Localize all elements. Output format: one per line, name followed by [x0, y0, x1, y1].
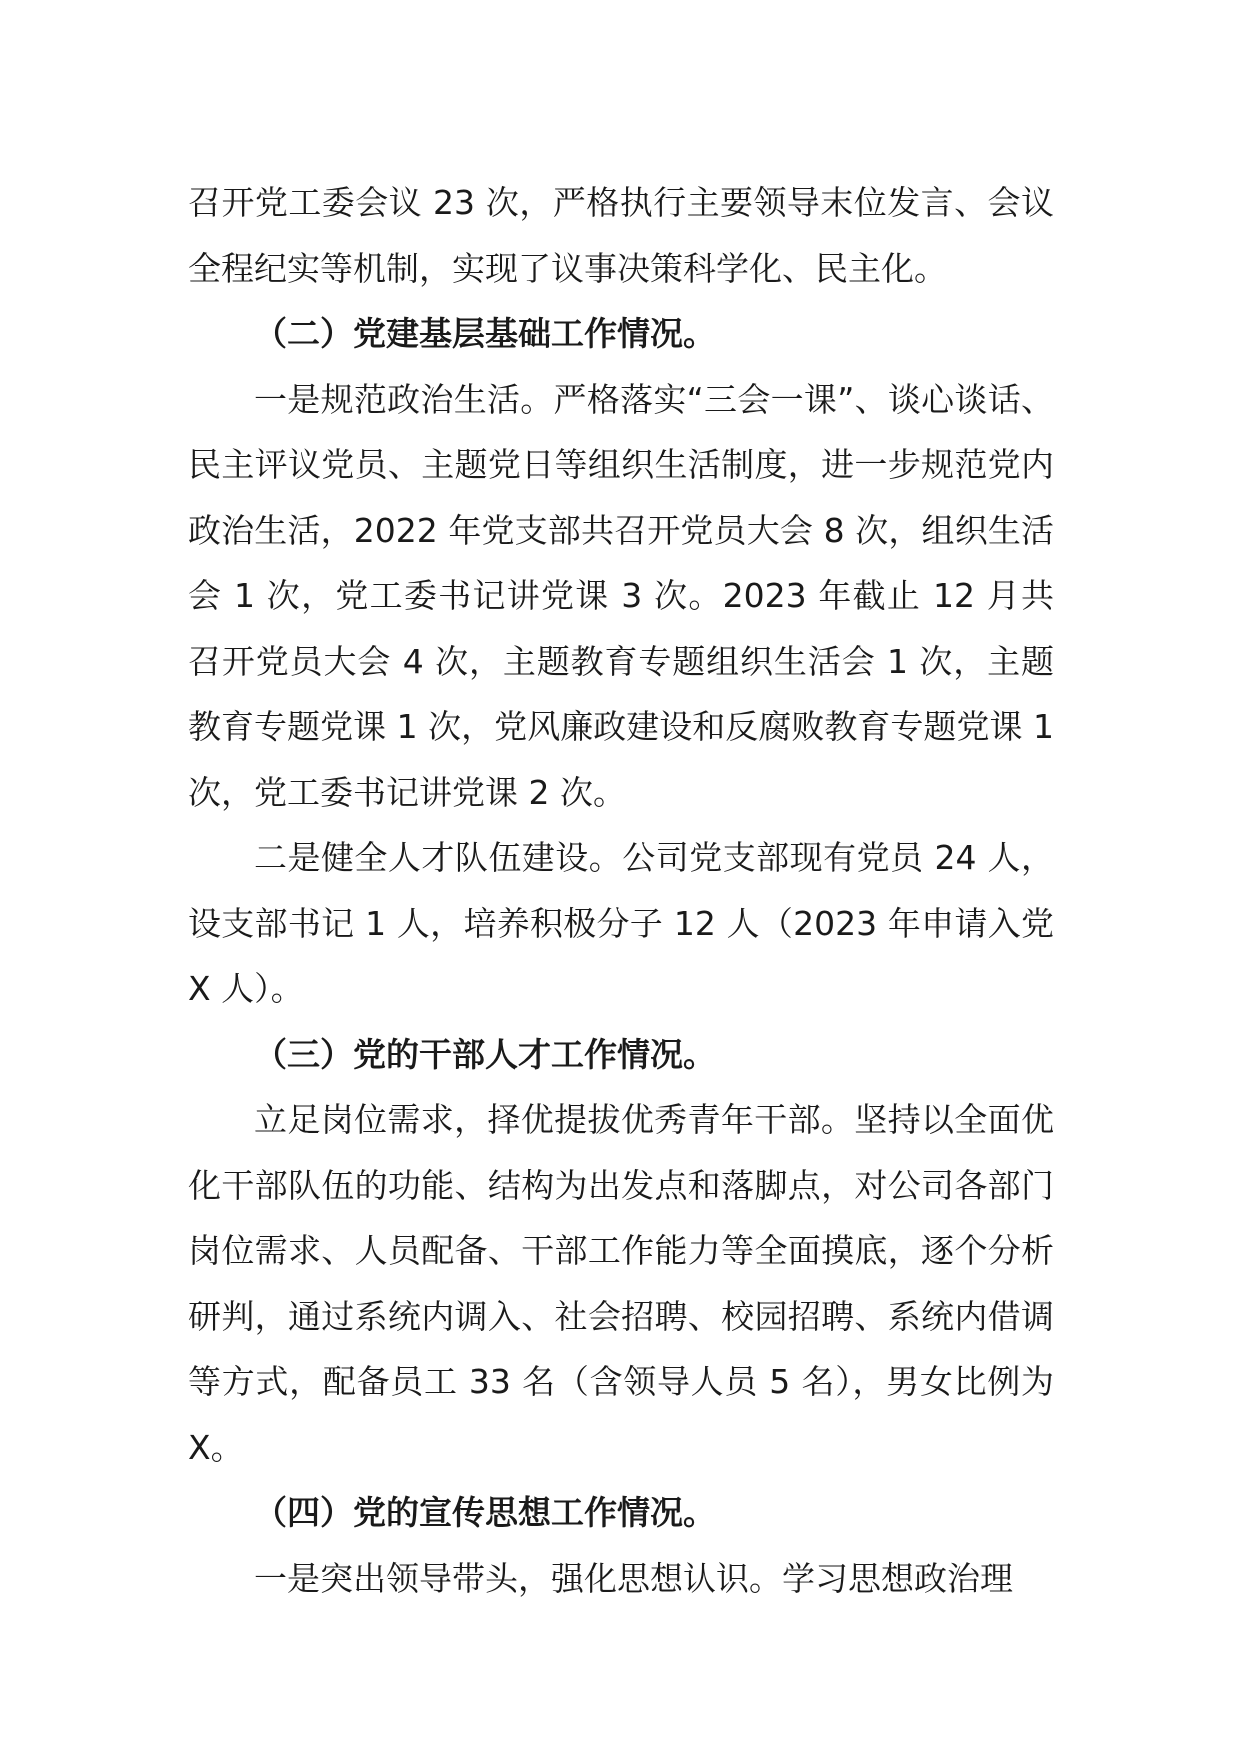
body-paragraph-cadre-selection: 立足岗位需求，择优提拔优秀青年干部。坚持以全面优化干部队伍的功能、结构为出发点和落脚点，对公司各部门岗位需求、人员配备、干部工作能力等全面摸底，逐个分析研判，通过系统内调入、社会招聘、校园招聘、系统内借调等方式，配备员工 33 名（含领导人员 5 名），男女比例为 X。	[188, 1100, 1054, 1467]
body-paragraph-continuation: 召开党工委会议 23 次，严格执行主要领导末位发言、会议全程纪实等机制，实现了议事决策科学化、民主化。	[188, 183, 1054, 288]
section-heading-4: （四）党的宣传思想工作情况。	[254, 1493, 716, 1532]
section-heading-3: （三）党的干部人才工作情况。	[254, 1034, 716, 1074]
section-heading-2: （二）党建基层基础工作情况。	[254, 314, 716, 353]
body-paragraph-talent-team: 二是健全人才队伍建设。公司党支部现有党员 24 人，设支部书记 1 人，培养积极分子 12 人（2023 年申请入党 X 人）。	[188, 838, 1054, 1008]
document-page	[188, 170, 1054, 1611]
body-paragraph-political-life: 一是规范政治生活。严格落实“三会一课”、谈心谈话、民主评议党员、主题党日等组织生活制度，进一步规范党内政治生活，2022 年党支部共召开党员大会 8 次，组织生活会 1 次，党工委书记讲党课 3 次。2023 年截止 12 月共召开党员大会 4 次，主题教育专题组织生活会 1 次，主题教育专题党课 1 次，党风廉政建设和反腐败教育专题党课 1 次，党工委书记讲党课 2 次。	[188, 379, 1054, 812]
body-paragraph-leadership: 一是突出领导带头，强化思想认识。学习思想政治理	[254, 1558, 1013, 1598]
